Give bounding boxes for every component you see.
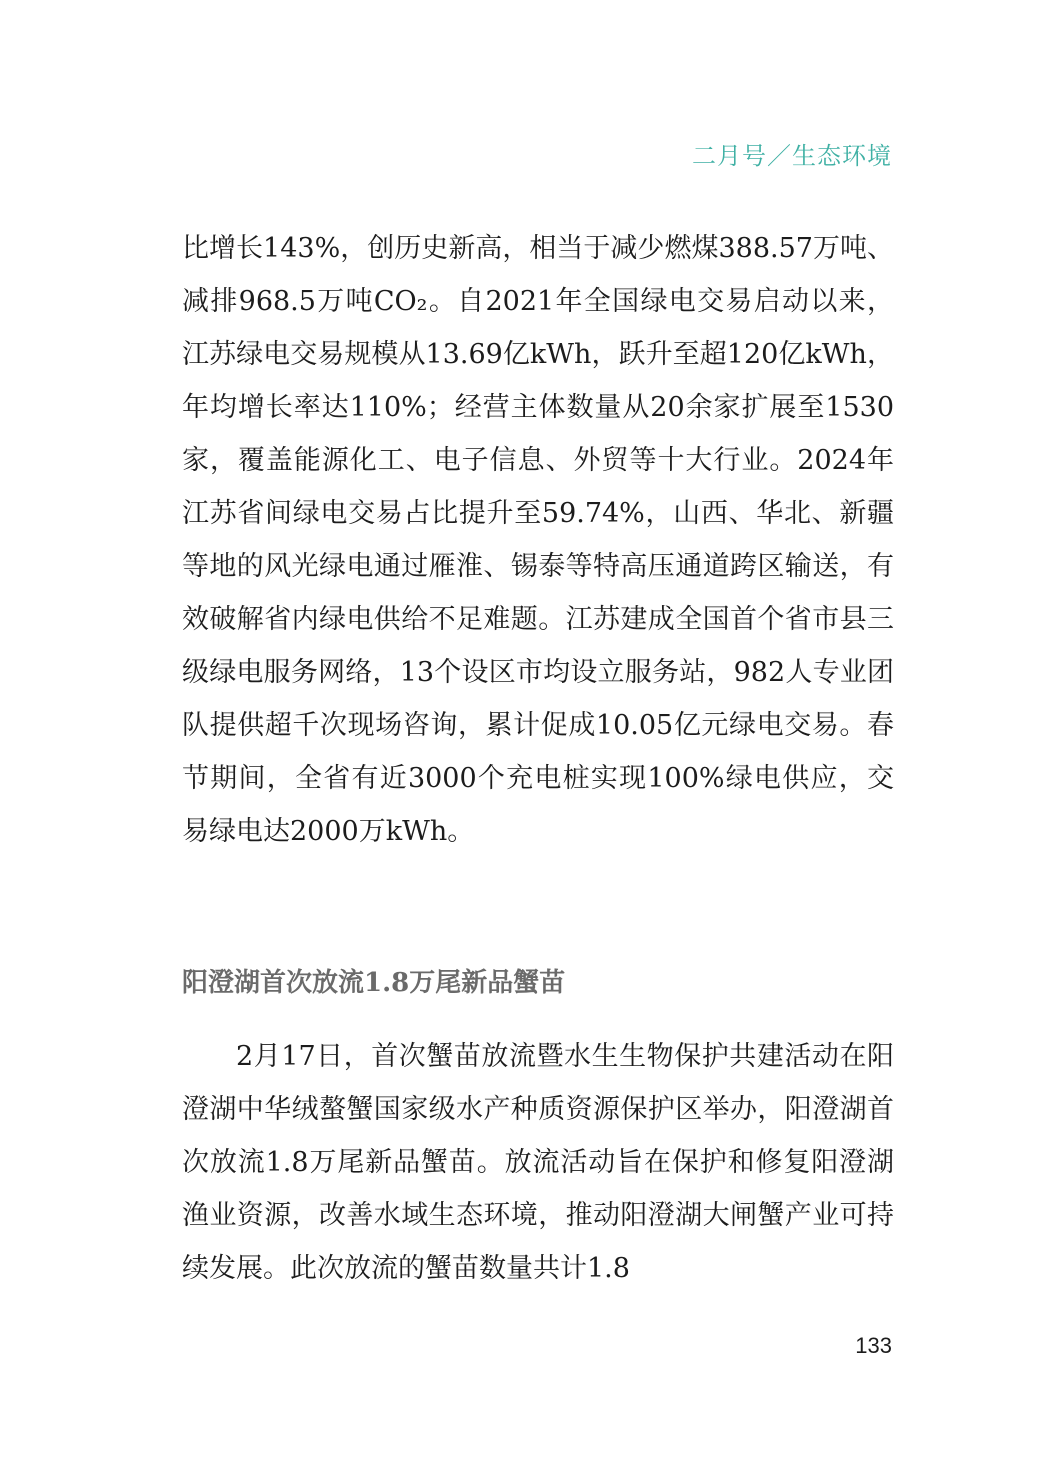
section-heading: 阳澄湖首次放流1.8万尾新品蟹苗: [182, 968, 566, 998]
body-paragraph: 比增长143%，创历史新高，相当于减少燃煤388.57万吨、减排968.5万吨CO₂。自2021年全国绿电交易启动以来，江苏绿电交易规模从13.69亿kWh，跃升至超120亿kWh，年均增长率达110%；经营主体数量从20余家扩展至1530家，覆盖能源化工、电子信息、外贸等十大行业。2024年江苏省间绿电交易占比提升至59.74%，山西、华北、新疆等地的风光绿电通过雁淮、锡泰等特高压通道跨区输送，有效破解省内绿电供给不足难题。江苏建成全国首个省市县三级绿电服务网络，13个设区市均设立服务站，982人专业团队提供超千次现场咨询，累计促成10.05亿元绿电交易。春节期间，全省有近3000个充电桩实现100%绿电供应，交易绿电达2000万kWh。: [182, 233, 894, 847]
page-number: 133: [855, 1333, 892, 1358]
running-header: 二月号／生态环境: [692, 142, 892, 170]
body-paragraph: 2月17日，首次蟹苗放流暨水生生物保护共建活动在阳澄湖中华绒螯蟹国家级水产种质资源保护区举办，阳澄湖首次放流1.8万尾新品蟹苗。放流活动旨在保护和修复阳澄湖渔业资源，改善水域生态环境，推动阳澄湖大闸蟹产业可持续发展。此次放流的蟹苗数量共计1.8: [182, 1041, 894, 1284]
